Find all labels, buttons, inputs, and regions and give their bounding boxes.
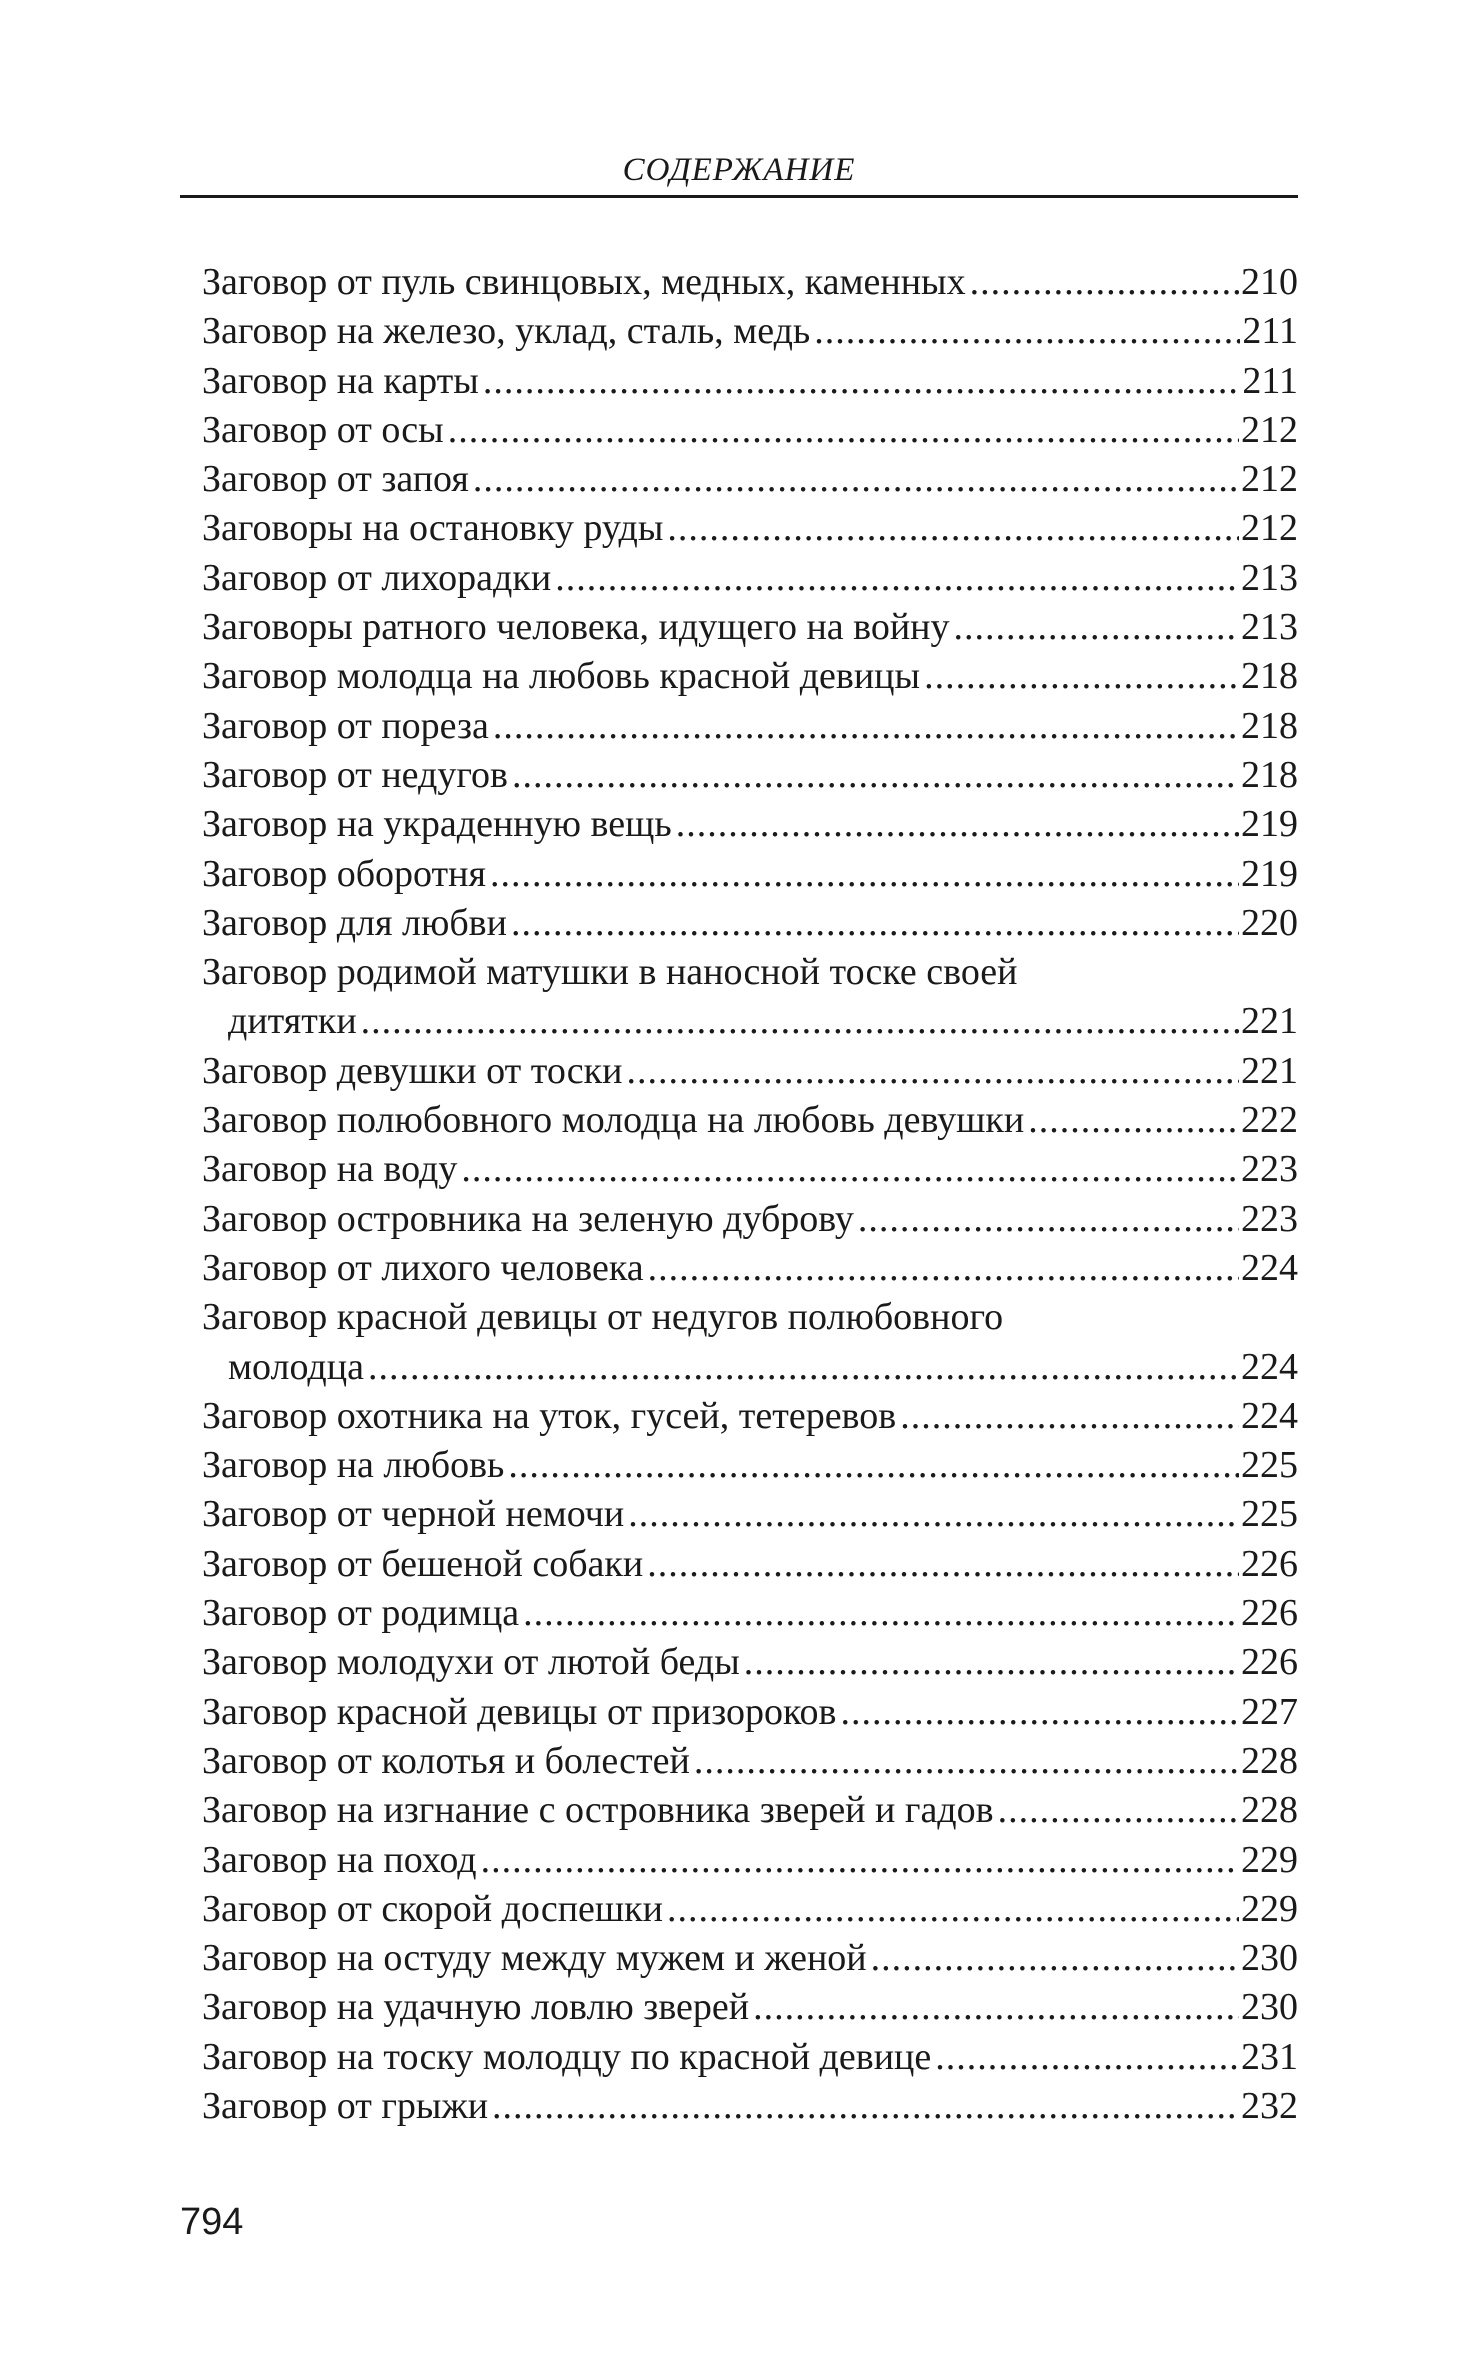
toc-entry-title: Заговор молодца на любовь красной девицы xyxy=(202,655,921,698)
toc-entry-line xyxy=(202,652,1298,701)
toc-entry-page: 230 xyxy=(1241,1937,1298,1980)
toc-entry xyxy=(202,307,1298,356)
toc-entry-title: Заговор девушки от тоски xyxy=(202,1049,623,1092)
toc-entry xyxy=(202,1441,1298,1490)
toc-entry-page: 223 xyxy=(1241,1148,1298,1191)
toc-entry-line xyxy=(202,1293,1298,1342)
toc-entry-line xyxy=(202,1047,1298,1096)
toc-entry xyxy=(202,1885,1298,1934)
toc-entry xyxy=(202,258,1298,307)
toc-entry-title: Заговор на поход xyxy=(202,1838,477,1881)
toc-entry-title: Заговор от скорой доспешки xyxy=(202,1887,663,1930)
toc-entry-page: 229 xyxy=(1241,1838,1298,1881)
toc-entry-title: Заговор оборотня xyxy=(202,852,486,895)
toc-entry xyxy=(202,1589,1298,1638)
toc-entry-page: 218 xyxy=(1241,655,1298,698)
toc-entry xyxy=(202,1983,1298,2032)
toc-entry-title: Заговор на удачную ловлю зверей xyxy=(202,1986,750,2029)
toc-entry xyxy=(202,455,1298,504)
toc-entry-page: 218 xyxy=(1241,753,1298,796)
toc-entry-page: 232 xyxy=(1241,2084,1298,2127)
toc-entry-page: 211 xyxy=(1242,310,1298,353)
toc-entry xyxy=(202,603,1298,652)
toc-entry-title: Заговор от родимца xyxy=(202,1592,520,1635)
toc-entry-line xyxy=(202,1145,1298,1194)
toc-entry-line xyxy=(202,1638,1298,1687)
toc-entry-title: Заговор островника на зеленую дуброву xyxy=(202,1197,854,1240)
toc-entry xyxy=(202,702,1298,751)
toc-entry-page: 228 xyxy=(1241,1739,1298,1782)
dot-leader xyxy=(1028,1096,1239,1145)
toc-entry xyxy=(202,1638,1298,1687)
toc-entry-line xyxy=(202,603,1298,652)
toc-entry-line xyxy=(202,850,1298,899)
toc-entry-page: 223 xyxy=(1241,1197,1298,1240)
toc-entry-title: Заговор на железо, уклад, сталь, медь xyxy=(202,310,811,353)
dot-leader xyxy=(493,702,1239,751)
toc-entry-line xyxy=(202,1343,1298,1392)
toc-entry-page: 220 xyxy=(1241,901,1298,944)
toc-entry-line xyxy=(202,751,1298,800)
toc-entry xyxy=(202,406,1298,455)
toc-entry xyxy=(202,948,1298,1047)
dot-leader xyxy=(512,751,1239,800)
toc-entry xyxy=(202,1096,1298,1145)
dot-leader xyxy=(523,1589,1239,1638)
toc-entry-page: 222 xyxy=(1241,1099,1298,1142)
toc-entry-page: 221 xyxy=(1241,1049,1298,1092)
toc-entry-line xyxy=(202,455,1298,504)
toc-entry-line xyxy=(202,1195,1298,1244)
toc-entry-page: 226 xyxy=(1241,1641,1298,1684)
toc-entry-line xyxy=(202,1244,1298,1293)
header-rule xyxy=(180,195,1298,198)
toc-entry-page: 213 xyxy=(1241,556,1298,599)
toc-entry-title: Заговор на тоску молодцу по красной девице xyxy=(202,2035,932,2078)
dot-leader xyxy=(814,307,1240,356)
dot-leader xyxy=(490,850,1239,899)
toc-entry-line xyxy=(202,1688,1298,1737)
toc-entry-title: Заговор красной девицы от недугов полюбовного xyxy=(202,1296,1004,1339)
toc-entry-line xyxy=(202,2082,1298,2131)
toc-entry-line xyxy=(202,1885,1298,1934)
toc-entry xyxy=(202,800,1298,849)
toc-entry-title: Заговор от грыжи xyxy=(202,2084,489,2127)
toc-entry xyxy=(202,1737,1298,1786)
toc-entry-page: 211 xyxy=(1242,359,1298,402)
toc-entry xyxy=(202,1540,1298,1589)
toc-entry xyxy=(202,1145,1298,1194)
toc-entry xyxy=(202,1934,1298,1983)
toc-entry xyxy=(202,1195,1298,1244)
toc-entry xyxy=(202,1047,1298,1096)
toc-entry-page: 212 xyxy=(1241,458,1298,501)
toc-entry-page: 212 xyxy=(1241,507,1298,550)
dot-leader xyxy=(753,1983,1239,2032)
toc-entry-title: Заговор на воду xyxy=(202,1148,458,1191)
toc-entry-line xyxy=(202,258,1298,307)
toc-entry-line xyxy=(202,1983,1298,2032)
dot-leader xyxy=(744,1638,1239,1687)
toc-entry-page: 225 xyxy=(1241,1493,1298,1536)
toc-entry-line xyxy=(202,800,1298,849)
toc-entry-line xyxy=(202,1096,1298,1145)
toc-entry-line xyxy=(202,1441,1298,1490)
dot-leader xyxy=(667,1885,1239,1934)
toc-entry-line xyxy=(202,554,1298,603)
toc-entry-page: 230 xyxy=(1241,1986,1298,2029)
toc-entry-title: Заговор от пуль свинцовых, медных, каменных xyxy=(202,261,966,303)
toc-entry-title: Заговор от запоя xyxy=(202,458,469,501)
toc-entry xyxy=(202,1392,1298,1441)
toc-entry-page: 229 xyxy=(1241,1887,1298,1930)
toc-entry xyxy=(202,2033,1298,2082)
toc-entry-line xyxy=(202,1490,1298,1539)
dot-leader xyxy=(508,1441,1239,1490)
toc-entry-title: Заговор от колотья и болестей xyxy=(202,1739,690,1782)
toc-entry-line xyxy=(202,2033,1298,2082)
dot-leader xyxy=(461,1145,1239,1194)
toc-entry-page: 226 xyxy=(1241,1542,1298,1585)
toc-entry-page: 219 xyxy=(1241,852,1298,895)
toc-entry xyxy=(202,899,1298,948)
toc-entry-page: 221 xyxy=(1241,1000,1298,1043)
toc-entry-title: дитятки xyxy=(228,1000,357,1043)
dot-leader xyxy=(361,997,1239,1046)
toc-entry-line xyxy=(202,702,1298,751)
toc-entry-line xyxy=(202,357,1298,406)
toc-entry xyxy=(202,504,1298,553)
toc-entry-line xyxy=(202,1934,1298,1983)
toc-entry-line xyxy=(202,1836,1298,1885)
dot-leader xyxy=(954,603,1240,652)
toc-entry xyxy=(202,1786,1298,1835)
dot-leader xyxy=(483,357,1241,406)
toc-entry-line xyxy=(202,1786,1298,1835)
toc-entry-page: 218 xyxy=(1241,704,1298,747)
toc-entry xyxy=(202,1293,1298,1392)
dot-leader xyxy=(368,1343,1239,1392)
section-title: СОДЕРЖАНИЕ xyxy=(622,152,856,188)
dot-leader xyxy=(694,1737,1239,1786)
dot-leader xyxy=(626,1047,1239,1096)
toc-entry xyxy=(202,751,1298,800)
dot-leader xyxy=(511,899,1239,948)
dot-leader xyxy=(970,258,1239,307)
dot-leader xyxy=(998,1786,1239,1835)
toc-entry-page: 212 xyxy=(1241,408,1298,451)
dot-leader xyxy=(628,1490,1239,1539)
dot-leader xyxy=(871,1934,1239,1983)
toc-entry-page: 210 xyxy=(1241,261,1298,303)
toc-entry-page: 224 xyxy=(1241,1345,1298,1388)
toc-entry xyxy=(202,2082,1298,2131)
toc-entry-title: Заговор полюбовного молодца на любовь девушки xyxy=(202,1099,1025,1142)
toc-entry-title: молодца xyxy=(228,1345,364,1388)
toc-entry-title: Заговор на изгнание с островника зверей и гадов xyxy=(202,1789,994,1832)
toc-entry-title: Заговор молодухи от лютой беды xyxy=(202,1641,740,1684)
toc-entry-line xyxy=(202,1737,1298,1786)
toc-entry-title: Заговор от лихорадки xyxy=(202,556,552,599)
toc-entry-line xyxy=(202,406,1298,455)
toc-entry-title: Заговор на карты xyxy=(202,359,479,402)
toc-entry xyxy=(202,1688,1298,1737)
dot-leader xyxy=(481,1836,1239,1885)
toc-entry-line xyxy=(202,997,1298,1046)
toc-entry-title: Заговор охотника на уток, гусей, тетеревов xyxy=(202,1394,897,1437)
toc-entry-title: Заговор от недугов xyxy=(202,753,508,796)
toc-entry-title: Заговор на украденную вещь xyxy=(202,803,672,846)
toc-entry-line xyxy=(202,1540,1298,1589)
toc-entry-line xyxy=(202,307,1298,356)
toc-entry-page: 227 xyxy=(1241,1690,1298,1733)
toc-entry-title: Заговор от бешеной собаки xyxy=(202,1542,644,1585)
dot-leader xyxy=(448,406,1239,455)
toc-entry-title: Заговор для любви xyxy=(202,901,507,944)
toc-entry-title: Заговор на остуду между мужем и женой xyxy=(202,1937,867,1980)
toc-entry-title: Заговор красной девицы от призороков xyxy=(202,1690,837,1733)
toc-entry-title: Заговор от черной немочи xyxy=(202,1493,625,1536)
toc-entry-line xyxy=(202,899,1298,948)
toc-entry-line xyxy=(202,504,1298,553)
toc-entry-page: 224 xyxy=(1241,1394,1298,1437)
toc-entry-page: 226 xyxy=(1241,1592,1298,1635)
toc-entry-title: Заговор родимой матушки в наносной тоске своей xyxy=(202,951,1018,994)
toc-entry-line xyxy=(202,948,1298,997)
toc-entry-title: Заговоры на остановку руды xyxy=(202,507,664,550)
toc-entry-line xyxy=(202,1589,1298,1638)
toc-entry-page: 225 xyxy=(1241,1444,1298,1487)
toc-entry-title: Заговор от пореза xyxy=(202,704,489,747)
toc-entry-page: 231 xyxy=(1241,2035,1298,2078)
dot-leader xyxy=(492,2082,1239,2131)
dot-leader xyxy=(676,800,1239,849)
table-of-contents xyxy=(202,258,1298,2131)
toc-entry-title: Заговор от лихого человека xyxy=(202,1246,644,1289)
dot-leader xyxy=(648,1244,1239,1293)
toc-entry-line xyxy=(202,1392,1298,1441)
toc-entry-page: 213 xyxy=(1241,606,1298,649)
toc-entry xyxy=(202,850,1298,899)
dot-leader xyxy=(858,1195,1239,1244)
dot-leader xyxy=(900,1392,1239,1441)
toc-entry xyxy=(202,1490,1298,1539)
toc-entry-title: Заговор от осы xyxy=(202,408,444,451)
toc-entry-title: Заговор на любовь xyxy=(202,1444,505,1487)
running-header xyxy=(180,150,1298,190)
toc-entry xyxy=(202,652,1298,701)
dot-leader xyxy=(924,652,1239,701)
dot-leader xyxy=(840,1688,1239,1737)
dot-leader xyxy=(473,455,1239,504)
toc-entry-title: Заговоры ратного человека, идущего на войну xyxy=(202,606,950,649)
toc-entry xyxy=(202,554,1298,603)
page-number: 794 xyxy=(180,2201,244,2243)
toc-entry-page: 224 xyxy=(1241,1246,1298,1289)
toc-entry xyxy=(202,1244,1298,1293)
toc-entry-page: 219 xyxy=(1241,803,1298,846)
dot-leader xyxy=(667,504,1239,553)
dot-leader xyxy=(935,2033,1239,2082)
dot-leader xyxy=(555,554,1239,603)
toc-entry xyxy=(202,1836,1298,1885)
dot-leader xyxy=(647,1540,1239,1589)
toc-entry xyxy=(202,357,1298,406)
toc-entry-page: 228 xyxy=(1241,1789,1298,1832)
